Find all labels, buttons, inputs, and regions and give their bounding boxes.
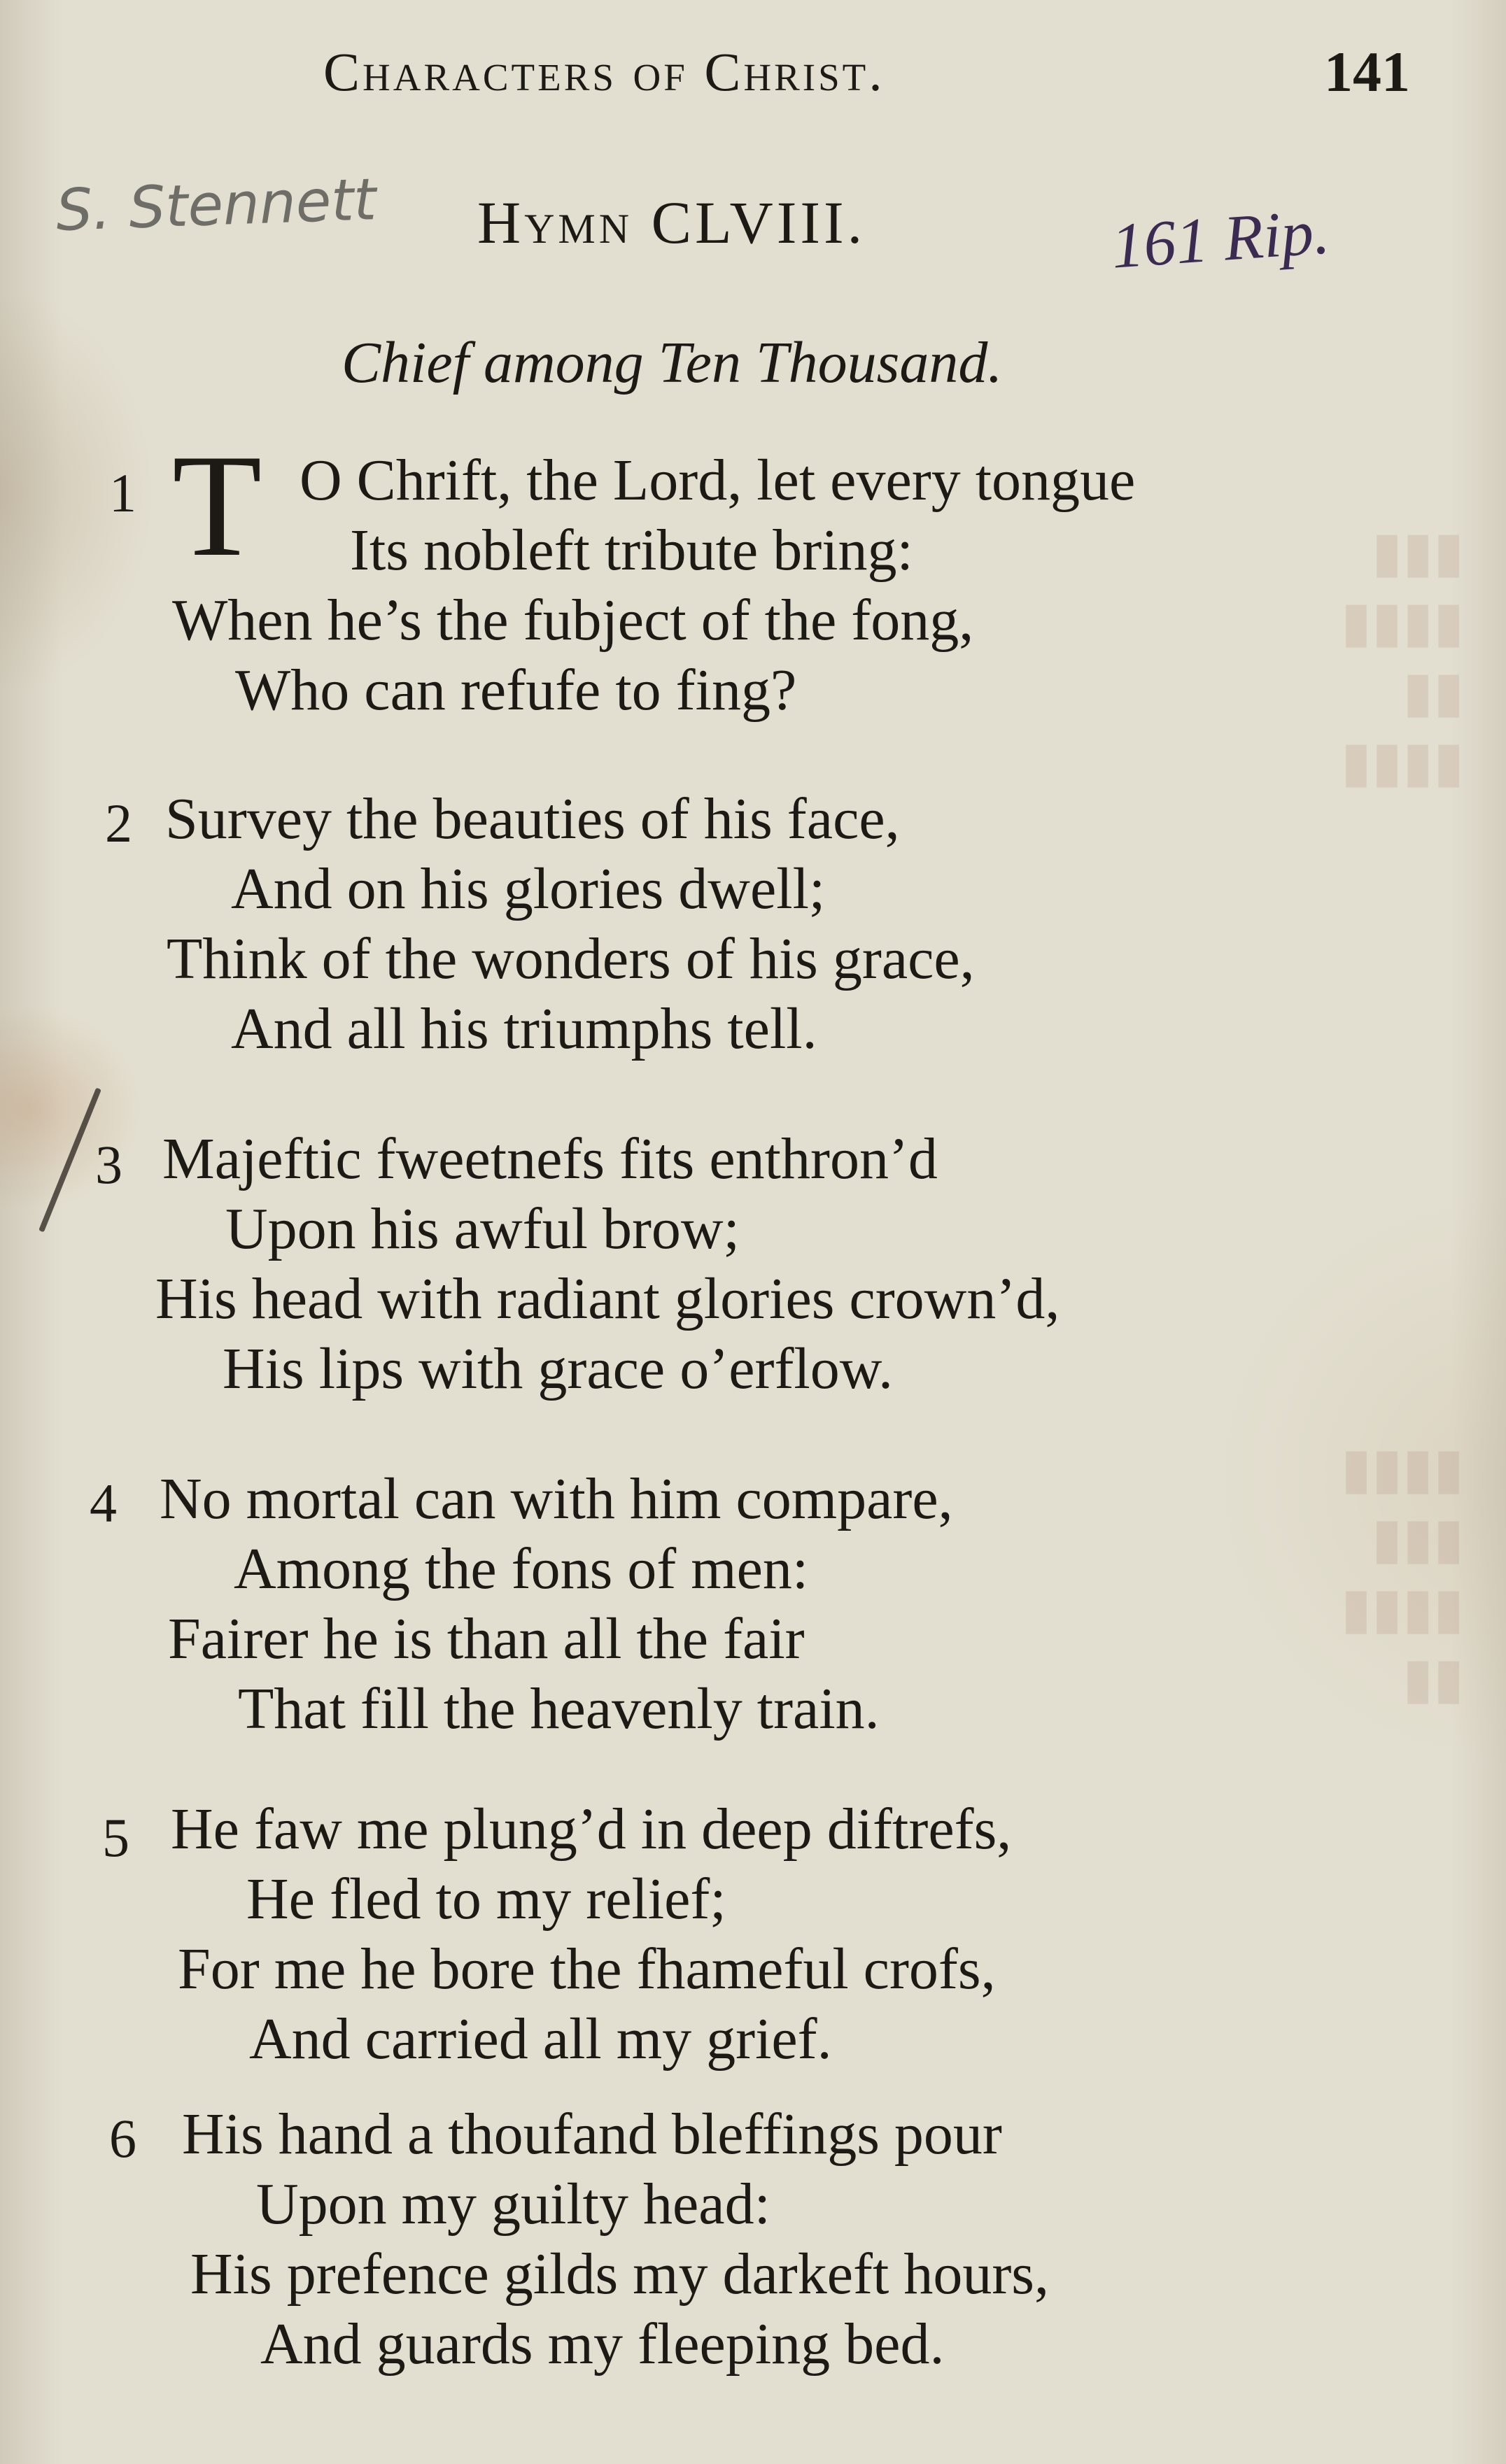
verse-line: He fled to my relief; xyxy=(246,1867,726,1932)
stanza-number: 5 xyxy=(102,1807,129,1868)
verse-line: That fill the heavenly train. xyxy=(238,1676,880,1741)
verse-line: His hand a thoufand bleffings pour xyxy=(182,2102,1002,2167)
verse-line: Think of the wonders of his grace, xyxy=(167,926,975,991)
pencil-annotation: S. Stennett xyxy=(55,167,378,244)
verse-line: No mortal can with him compare, xyxy=(160,1466,953,1531)
running-head: Characters of Christ. xyxy=(323,41,885,102)
verse-line: And carried all my grief. xyxy=(249,2006,832,2072)
verse-line: Survey the beauties of his face, xyxy=(165,786,900,851)
verse-line: When he’s the fubject of the fong, xyxy=(172,588,974,653)
stanza-number: 2 xyxy=(105,793,132,854)
verse-line: O Chrift, the Lord, let every tongue xyxy=(300,448,1136,513)
verse-line: And on his glories dwell; xyxy=(231,856,826,921)
stanza-number: 6 xyxy=(109,2108,136,2169)
page-number: 141 xyxy=(1324,40,1410,104)
drop-cap: T xyxy=(172,425,262,587)
verse-line: Upon my guilty head: xyxy=(256,2172,770,2237)
hymn-title xyxy=(477,187,866,257)
hymn-subtitle: Chief among Ten Thousand. xyxy=(342,330,1003,395)
stanza-number: 4 xyxy=(90,1473,117,1534)
hymn-title-prefix: Hymn xyxy=(477,189,633,256)
stanza-number: 3 xyxy=(95,1134,122,1195)
verse-line: His head with radiant glories crown’d, xyxy=(155,1266,1060,1331)
verse-line: And guards my fleeping bed. xyxy=(260,2311,945,2377)
pencil-mark xyxy=(38,1088,101,1233)
verse-line: His prefence gilds my darkeft hours, xyxy=(190,2242,1049,2307)
stanza-number: 1 xyxy=(109,462,136,523)
show-through-text: ▮▮▮ ▮▮▮▮ ▮▮ ▮▮▮▮ xyxy=(1340,522,1464,793)
show-through-text: ▮▮▮▮ ▮▮▮ ▮▮▮▮ ▮▮ xyxy=(1340,1438,1464,1710)
verse-line: Fairer he is than all the fair xyxy=(168,1606,805,1671)
ink-annotation: 161 Rip. xyxy=(1109,195,1332,282)
verse-line: And all his triumphs tell. xyxy=(231,996,817,1061)
verse-line: He faw me plung’d in deep diftrefs, xyxy=(171,1797,1012,1862)
verse-line: For me he bore the fhameful crofs, xyxy=(178,1936,996,2002)
verse-line: His lips with grace o’erflow. xyxy=(223,1336,893,1401)
verse-line: Majeftic fweetnefs fits enthron’d xyxy=(162,1126,938,1191)
hymn-title-numeral: CLVIII. xyxy=(651,189,866,256)
verse-line: Among the fons of men: xyxy=(234,1536,809,1601)
verse-line: Who can refufe to fing? xyxy=(235,658,797,723)
verse-line: Its nobleft tribute bring: xyxy=(350,518,913,583)
verse-line: Upon his awful brow; xyxy=(225,1196,740,1261)
